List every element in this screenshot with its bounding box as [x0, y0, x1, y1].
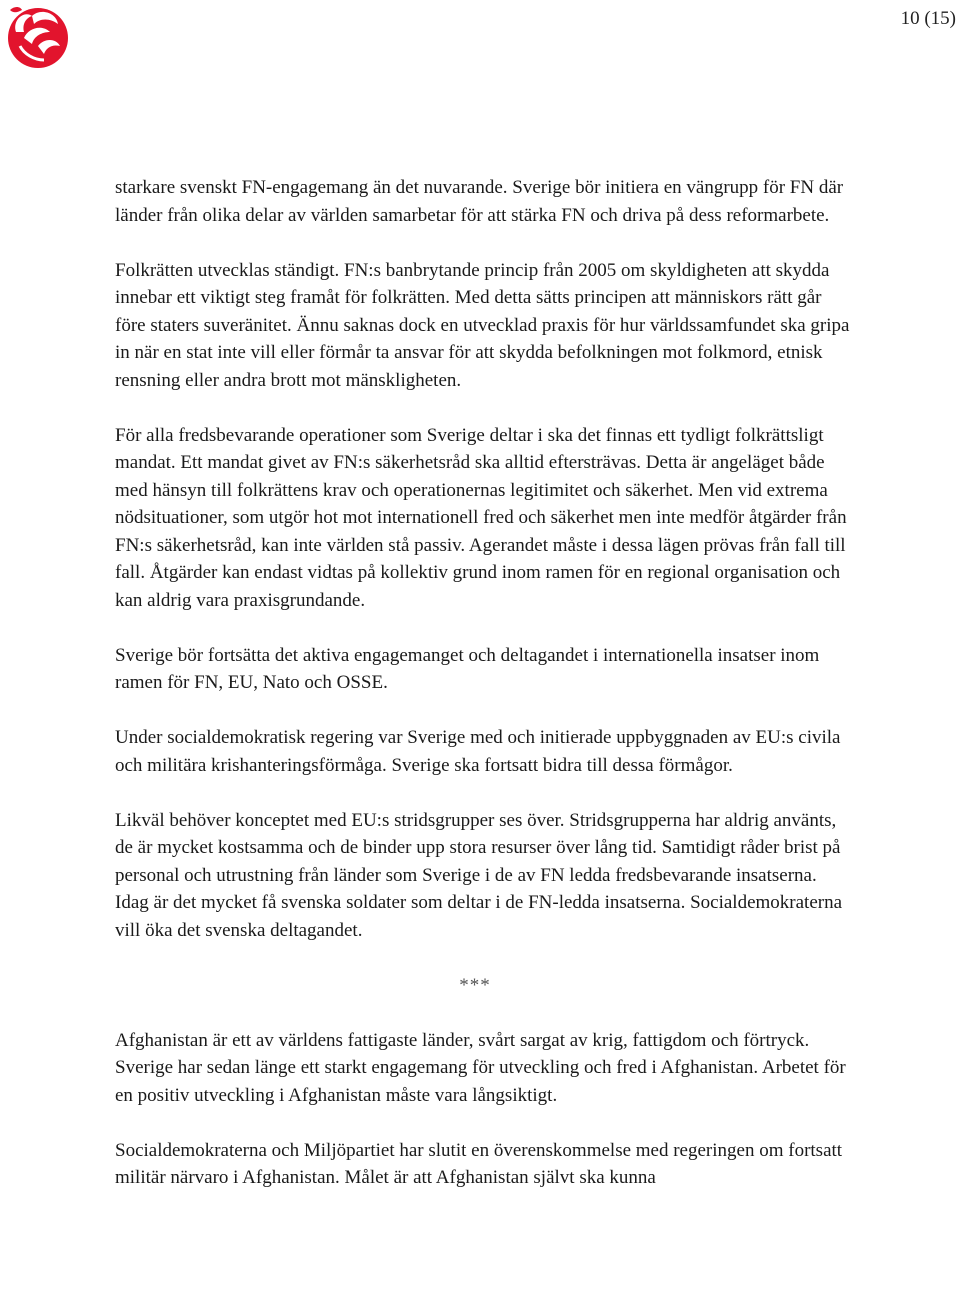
paragraph: Likväl behöver konceptet med EU:s stridsgrupper ses över. Stridsgrupperna har aldrig använts, de är mycket kostsamma och de binder upp stora resurser över lång tid. Samtidigt råder brist på personal och utrustning från länder som Sverige i de av FN ledda fredsbevarande insatserna. Idag är det mycket få svenska soldater som deltar i de FN-ledda insatserna. Socialdemokraterna vill öka det svenska deltagandet.	[115, 809, 843, 941]
paragraph: starkare svenskt FN-engagemang än det nuvarande. Sverige bör initiera en vängrupp för FN där länder från olika delar av världen samarbetar för att stärka FN och driva på dess reformarbete.	[115, 177, 844, 226]
document-body	[115, 174, 855, 1219]
page-number: 10 (15)	[900, 8, 956, 29]
paragraph: Socialdemokraterna och Miljöpartiet har slutit en överenskommelse med regeringen om fortsatt militär närvaro i Afghanistan. Målet är att Afghanistan självt ska kunna	[115, 1139, 843, 1188]
paragraph: Sverige bör fortsätta det aktiva engagemanget och deltagandet i internationella insatser inom ramen för FN, EU, Nato och OSSE.	[115, 644, 820, 693]
paragraph: Afghanistan är ett av världens fattigaste länder, svårt sargat av krig, fattigdom och förtryck. Sverige har sedan länge ett starkt engagemang för utveckling och fred i Afghanistan. Arbetet för en positiv utveckling i Afghanistan måste vara långsiktigt.	[115, 1029, 846, 1106]
paragraph: För alla fredsbevarande operationer som Sverige deltar i ska det finnas ett tydligt folkrättsligt mandat. Ett mandat givet av FN:s säkerhetsråd ska alltid eftersträvas. Detta är angeläget både med hänsyn till folkrättens krav och operationernas legitimitet och säkerhet. Men vid extrema nödsituationer, som utgör hot mot internationell fred och säkerhet men inte medför åtgärder från FN:s säkerhetsråd, kan inte världen stå passiv. Agerandet måste i dessa lägen prövas från fall till fall. Åtgärder kan endast vidtas på kollektiv grund inom ramen för en regional organisation och kan aldrig vara praxisgrundande.	[115, 424, 847, 611]
section-separator: ***	[459, 974, 491, 996]
rose-logo-icon	[2, 2, 72, 72]
paragraph: Under socialdemokratisk regering var Sverige med och initierade uppbyggnaden av EU:s civila och militära krishanteringsförmåga. Sverige ska fortsatt bidra till dessa förmågor.	[115, 727, 841, 776]
paragraph: Folkrätten utvecklas ständigt. FN:s banbrytande princip från 2005 om skyldigheten att skydda innebar ett viktigt steg framåt för folkrätten. Med detta sätts principen att människors rätt går före staters suveränitet. Ännu saknas dock en utvecklad praxis för hur världssamfundet ska gripa in när en stat inte vill eller förmår ta ansvar för att skydda befolkningen mot folkmord, etnisk rensning eller andra brott mot mänskligheten.	[115, 259, 850, 391]
